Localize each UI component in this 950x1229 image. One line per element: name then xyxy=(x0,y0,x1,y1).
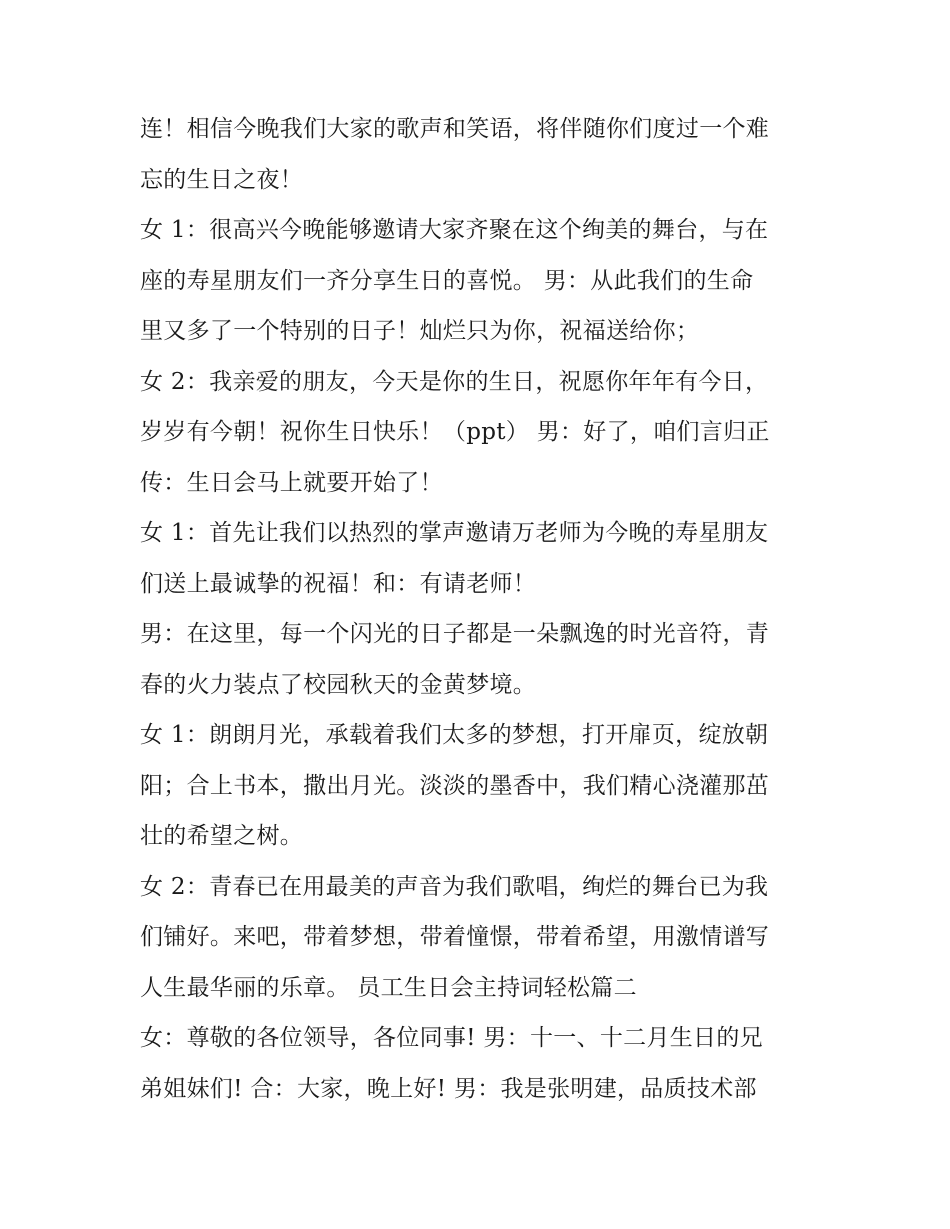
text-line: 春的火力装点了校园秋天的金黄梦境。 xyxy=(140,671,537,698)
text-line: 连！相信今晚我们大家的歌声和笑语，将伴随你们度过一个难 xyxy=(140,116,770,142)
text-line: 们铺好。来吧，带着梦想，带着憧憬，带着希望，用激情谱写 xyxy=(140,924,770,950)
text-line: 座的寿星朋友们一齐分享生日的喜悦。 男：从此我们的生命 xyxy=(140,267,754,294)
text-line: 女 1：朗朗月光，承载着我们太多的梦想，打开扉页，绽放朝 xyxy=(140,722,769,748)
text-line: 岁岁有今朝！祝你生日快乐！（ppt） 男：好了，咱们言归正 xyxy=(140,419,770,445)
text-line: 阳；合上书本，撒出月光。淡淡的墨香中，我们精心浇灌那茁 xyxy=(140,772,770,799)
text-line: 女 2：我亲爱的朋友，今天是你的生日，祝愿你年年有今日， xyxy=(140,368,769,395)
text-line: 里又多了一个特别的日子！灿烂只为你，祝福送给你； xyxy=(140,318,700,344)
text-line: 女 1：首先让我们以热烈的掌声邀请万老师为今晚的寿星朋友 xyxy=(140,520,769,546)
text-line: 人生最华丽的乐章。 员工生日会主持词轻松篇二 xyxy=(140,974,637,1001)
text-line: 们送上最诚挚的祝福！和：有请老师！ xyxy=(140,570,537,597)
text-line: 女：尊敬的各位领导，各位同事! 男：十一、十二月生日的兄 xyxy=(140,1025,763,1051)
text-line: 传：生日会马上就要开始了！ xyxy=(140,469,443,496)
text-line: 弟姐妹们! 合：大家，晚上好! 男：我是张明建，品质技术部 xyxy=(140,1075,757,1102)
text-line: 壮的希望之树。 xyxy=(140,823,304,849)
text-line: 男：在这里，每一个闪光的日子都是一朵飘逸的时光音符，青 xyxy=(140,621,770,647)
document-body xyxy=(140,104,820,1114)
text-line: 忘的生日之夜！ xyxy=(140,166,304,193)
text-line: 女 1：很高兴今晚能够邀请大家齐聚在这个绚美的舞台，与在 xyxy=(140,217,769,243)
text-line: 女 2：青春已在用最美的声音为我们歌唱，绚烂的舞台已为我 xyxy=(140,873,769,900)
